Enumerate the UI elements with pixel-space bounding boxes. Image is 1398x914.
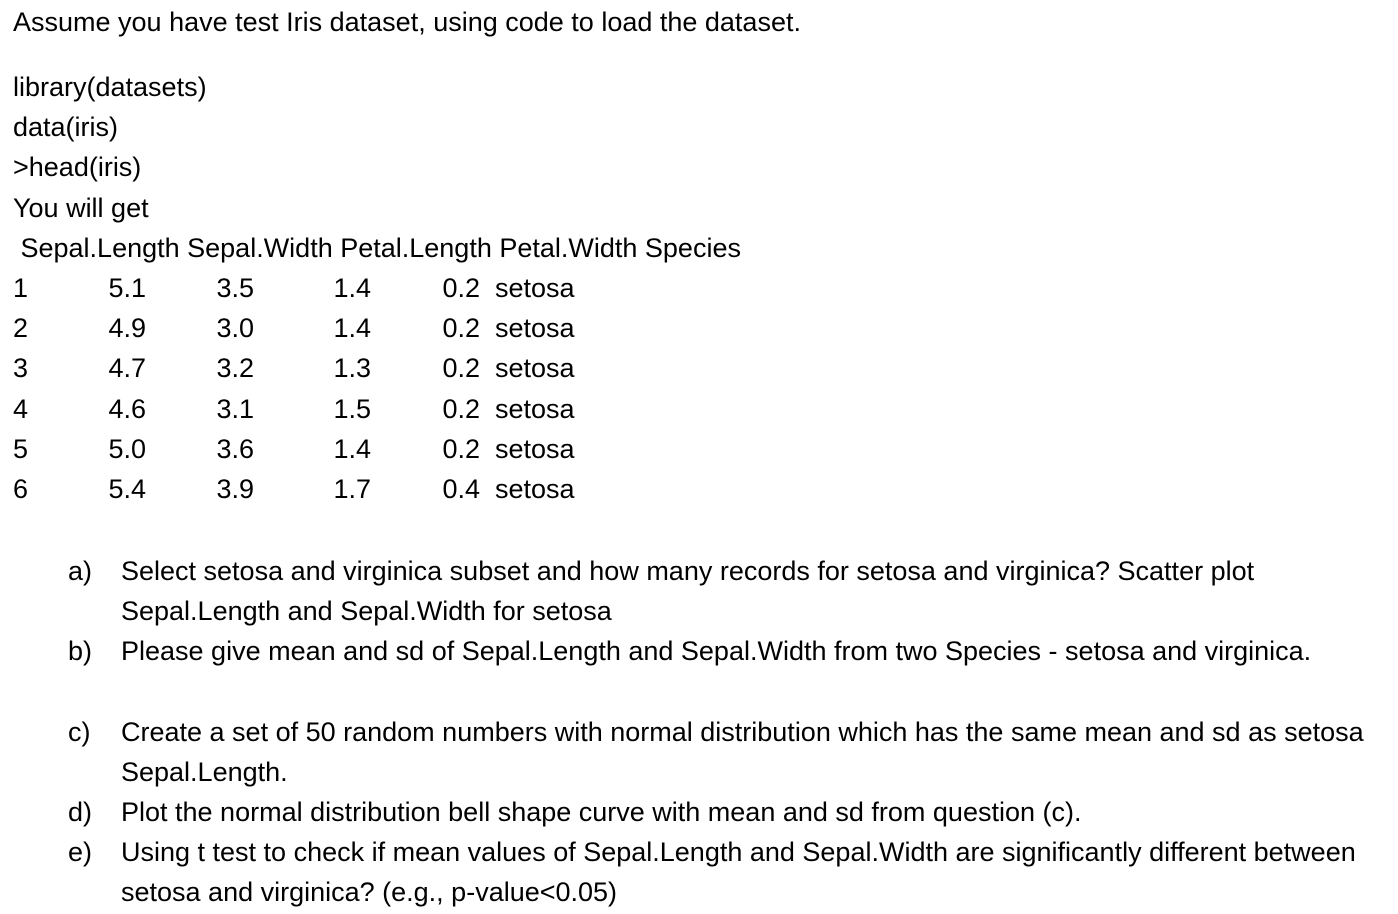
- petal-width-value: 0.2: [442, 313, 480, 343]
- question-letter: e): [68, 837, 93, 867]
- species-value: setosa: [495, 313, 575, 343]
- sepal-length-value: 4.9: [108, 313, 146, 343]
- sepal-length-value: 5.1: [108, 273, 146, 303]
- question-letter: d): [68, 797, 93, 827]
- sepal-width-value: 3.2: [216, 353, 254, 383]
- code-line-you-will-get: You will get: [13, 193, 149, 223]
- sepal-width-value: 3.9: [216, 474, 254, 504]
- sepal-length-value: 4.7: [108, 353, 146, 383]
- petal-length-value: 1.5: [333, 394, 371, 424]
- species-value: setosa: [495, 394, 575, 424]
- code-line-library: library(datasets): [13, 72, 207, 102]
- intro-text: Assume you have test Iris dataset, using code to load the dataset.: [13, 7, 801, 37]
- row-index: 3: [13, 353, 29, 383]
- row-index: 1: [13, 273, 29, 303]
- sepal-length-value: 5.4: [108, 474, 146, 504]
- question-letter: c): [68, 717, 91, 747]
- sepal-length-value: 5.0: [108, 434, 146, 464]
- petal-width-value: 0.2: [442, 273, 480, 303]
- sepal-width-value: 3.5: [216, 273, 254, 303]
- sepal-width-value: 3.6: [216, 434, 254, 464]
- petal-length-value: 1.7: [333, 474, 371, 504]
- row-index: 6: [13, 474, 29, 504]
- question-text: Plot the normal distribution bell shape curve with mean and sd from question (c).: [121, 797, 1082, 827]
- petal-width-value: 0.2: [442, 353, 480, 383]
- petal-length-value: 1.4: [333, 434, 371, 464]
- petal-length-value: 1.3: [333, 353, 371, 383]
- row-index: 4: [13, 394, 29, 424]
- code-line-head: >head(iris): [13, 152, 142, 182]
- species-value: setosa: [495, 474, 575, 504]
- species-value: setosa: [495, 353, 575, 383]
- question-letter: b): [68, 636, 93, 666]
- question-text: Create a set of 50 random numbers with normal distribution which has the same mean and sd as setosa Sepal.Length.: [121, 717, 1364, 787]
- sepal-width-value: 3.1: [216, 394, 254, 424]
- petal-length-value: 1.4: [333, 313, 371, 343]
- question-text: Please give mean and sd of Sepal.Length and Sepal.Width from two Species - setosa and virginica.: [121, 636, 1312, 666]
- row-index: 2: [13, 313, 29, 343]
- sepal-length-value: 4.6: [108, 394, 146, 424]
- petal-width-value: 0.2: [442, 434, 480, 464]
- petal-width-value: 0.4: [442, 474, 480, 504]
- species-value: setosa: [495, 434, 575, 464]
- question-text: Using t test to check if mean values of Sepal.Length and Sepal.Width are significantly different between setosa and virginica? (e.g., p-value<0.05): [121, 837, 1356, 907]
- species-value: setosa: [495, 273, 575, 303]
- question-text: Select setosa and virginica subset and how many records for setosa and virginica? Scatter plot Sepal.Length and Sepal.Width for setosa: [121, 556, 1255, 626]
- table-header: Sepal.Length Sepal.Width Petal.Length Petal.Width Species: [13, 233, 741, 263]
- question-letter: a): [68, 556, 93, 586]
- petal-length-value: 1.4: [333, 273, 371, 303]
- row-index: 5: [13, 434, 29, 464]
- code-line-data: data(iris): [13, 112, 119, 142]
- sepal-width-value: 3.0: [216, 313, 254, 343]
- petal-width-value: 0.2: [442, 394, 480, 424]
